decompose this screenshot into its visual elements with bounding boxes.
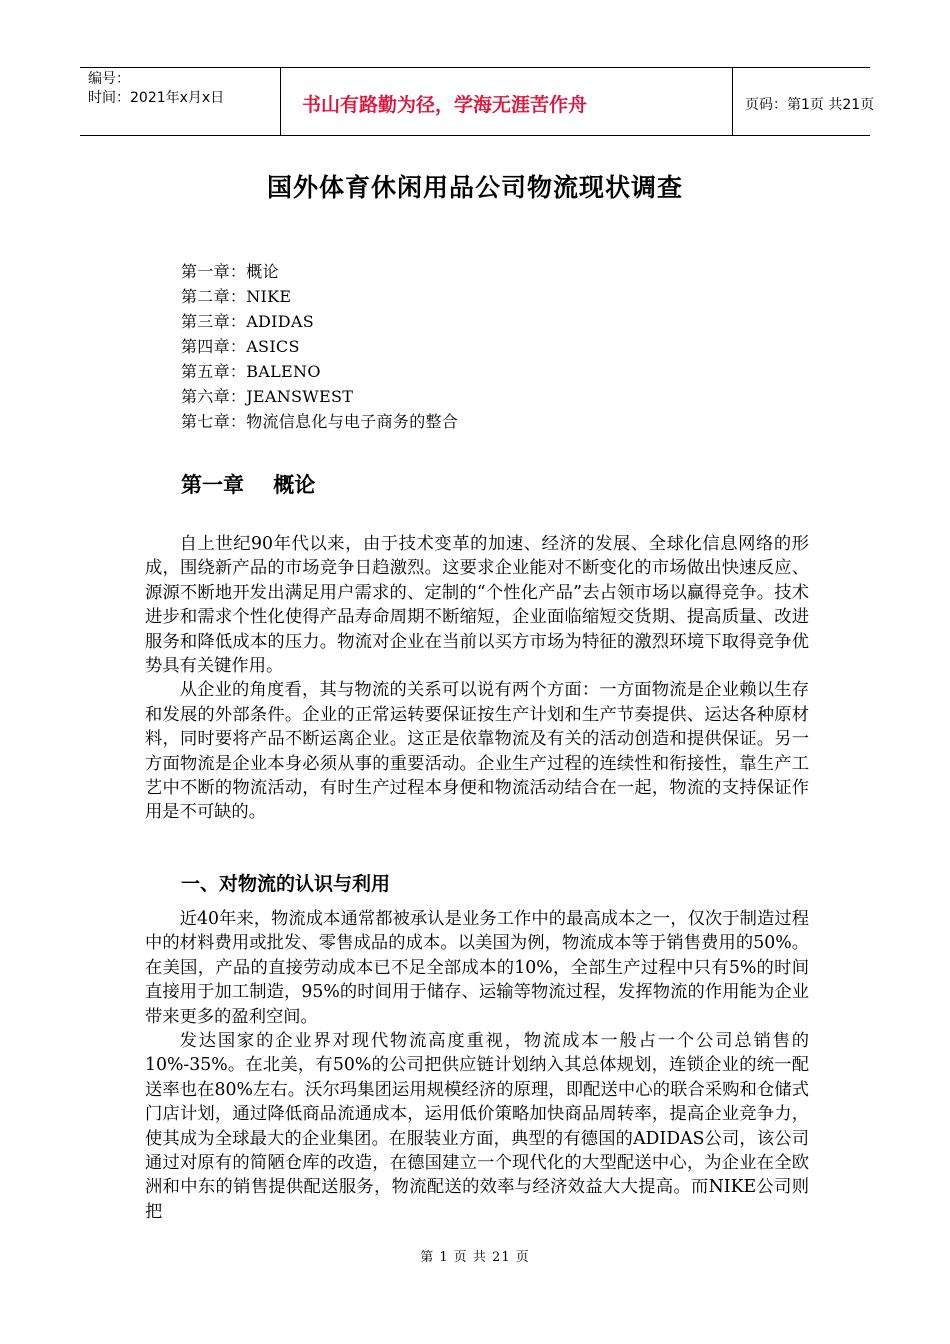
time-label: 时间：2021年x月x日 (88, 90, 225, 106)
section-body (145, 907, 809, 1224)
document-title: 国外体育休闲用品公司物流现状调查 (266, 173, 683, 202)
toc-item: 第二章：NIKE (181, 287, 292, 306)
toc-item: 第一章：概论 (181, 262, 279, 281)
header-page-info: 页码：第1页 共21页 (745, 96, 875, 113)
header-meta (80, 68, 281, 135)
paragraph: 近40年来，物流成本通常都被承认是业务工作中的最高成本之一，仅次于制造过程中的材料费用或批发、零售成品的成本。以美国为例，物流成本等于销售费用的50%。在美国，产品的直接劳动成本已不足全部成本的10%，全部生产过程中只有5%的时间直接用于加工制造，95%的时间用于储存、运输等物流过程，发挥物流的作用能为企业带来更多的盈利空间。 (145, 909, 809, 1027)
number-label: 编号： (88, 71, 130, 87)
toc-item: 第三章：ADIDAS (181, 312, 315, 331)
header-table (80, 67, 875, 136)
toc-item: 第五章：BALENO (181, 362, 321, 381)
intro-body (145, 532, 809, 825)
chapter-heading: 第一章 概论 (181, 473, 316, 497)
paragraph: 自上世纪90年代以来，由于技术变革的加速、经济的发展、全球化信息网络的形成，围绕新产品的市场竞争日趋激烈。这要求企业能对不断变化的市场做出快速反应、源源不断地开发出满足用户需求的、定制的“个性化产品”去占领市场以赢得竞争。技术进步和需求个性化使得产品寿命周期不断缩短，企业面临缩短交货期、提高质量、改进服务和降低成本的压力。物流对企业在当前以买方市场为特征的激烈环境下取得竞争优势具有关键作用。 (145, 534, 809, 677)
toc-item: 第六章：JEANSWEST (181, 387, 354, 406)
header-motto: 书山有路勤为径，学海无涯苦作舟 (281, 68, 733, 135)
paragraph: 发达国家的企业界对现代物流高度重视，物流成本一般占一个公司总销售的10%-35%。在北美，有50%的公司把供应链计划纳入其总体规划，连锁企业的统一配送率也在80%左右。沃尔玛集团运用规模经济的原理，即配送中心的联合采购和仓储式门店计划，通过降低商品流通成本，运用低价策略加快商品周转率，提高企业竞争力，使其成为全球最大的企业集团。在服装业方面，典型的有德国的ADIDAS公司，该公司通过对原有的简陋仓库的改造，在德国建立一个现代化的大型配送中心，为企业在全欧洲和中东的销售提供配送服务，物流配送的效率与经济效益大大提高。而NIKE公司则把 (145, 1031, 809, 1222)
paragraph: 从企业的角度看，其与物流的关系可以说有两个方面：一方面物流是企业赖以生存和发展的外部条件。企业的正常运转要保证按生产计划和生产节奏提供、运达各种原材料，同时要将产品不断运离企业。这正是依靠物流及有关的活动创造和提供保证。另一方面物流是企业本身必须从事的重要活动。企业生产过程的连续性和衔接性，靠生产工艺中不断的物流活动，有时生产过程本身便和物流活动结合在一起，物流的支持保证作用是不可缺的。 (145, 680, 809, 823)
section-heading: 一、对物流的认识与利用 (181, 873, 391, 895)
table-of-contents (181, 259, 458, 434)
page-footer: 第 1 页 共 21 页 (420, 1250, 530, 1265)
toc-item: 第四章：ASICS (181, 337, 300, 356)
toc-item: 第七章：物流信息化与电子商务的整合 (181, 412, 459, 431)
